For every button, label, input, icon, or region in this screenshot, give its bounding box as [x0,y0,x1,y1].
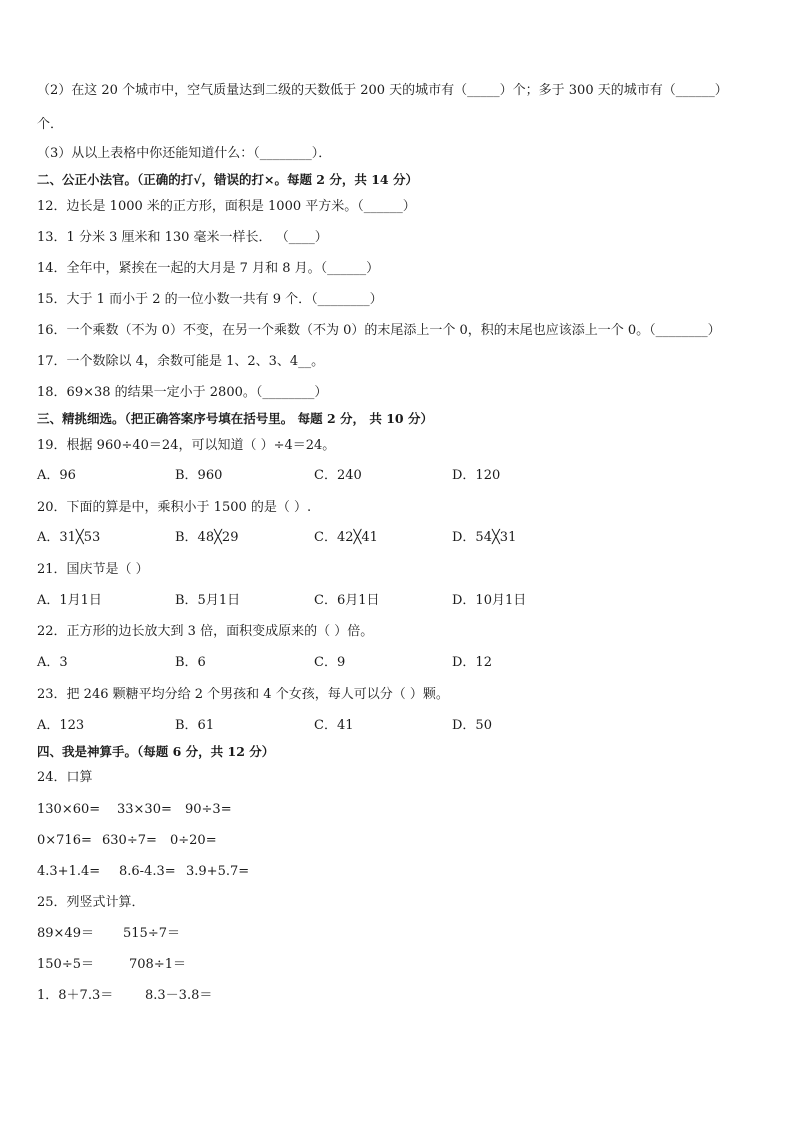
option-a: A．123 [37,718,85,733]
option-d: D．10月1日 [452,593,527,608]
option-d: D．50 [452,718,492,733]
question-20-stem: 20．下面的算是中，乘积小于 1500 的是（ ）. [37,500,312,515]
question-16: 16．一个乘数（不为 0）不变，在另一个乘数（不为 0）的末尾添上一个 0，积的末尾也应该添上一个 0。（________） [37,323,721,338]
option-b: B．6 [175,655,206,670]
option-c: C．6月1日 [314,593,380,608]
question-14: 14．全年中，紧挨在一起的大月是 7 月和 8 月。（______） [37,261,380,276]
section-3-heading: 三、精挑细选。（把正确答案序号填在括号里。 每题 2 分， 共 10 分） [37,411,433,426]
option-a: A．1月1日 [37,593,102,608]
option-c: C．240 [314,468,362,483]
question-19-options [37,467,757,485]
calc-item: 89×49＝ [37,926,94,941]
question-19-stem: 19．根据 960÷40＝24，可以知道（ ）÷4＝24。 [37,438,336,453]
section-4-heading: 四、我是神算手。（每题 6 分，共 12 分） [37,744,275,759]
question-21-options [37,592,757,610]
question-22-options [37,654,757,672]
calc-item: 630÷7= [102,833,157,848]
option-b: B．48╳29 [175,530,239,545]
option-b: B．960 [175,468,223,483]
calc-item: 708÷1＝ [129,957,186,972]
option-c: C．41 [314,718,354,733]
question-23-options [37,717,757,735]
question-2-line1: （2）在这 20 个城市中，空气质量达到二级的天数低于 200 天的城市有（_____）个；多于 300 天的城市有（______） [37,83,728,98]
option-d: D．120 [452,468,501,483]
option-d: D．54╳31 [452,530,517,545]
question-17: 17．一个数除以 4，余数可能是 1、2、3、4__。 [37,354,325,369]
option-b: B．5月1日 [175,593,241,608]
question-25-title: 25．列竖式计算． [37,895,145,910]
calc-item: 8.3－3.8＝ [145,988,213,1003]
calc-item: 3.9+5.7= [186,864,250,879]
calc-item: 90÷3= [185,802,232,817]
question-24-title: 24．口算 [37,770,93,785]
calc-item: 33×30= [117,802,172,817]
calc-item: 1．8＋7.3＝ [37,988,114,1003]
question-3: （3）从以上表格中你还能知道什么：（________）． [37,146,332,161]
question-15: 15．大于 1 而小于 2 的一位小数一共有 9 个．（________） [37,292,383,307]
question-23-stem: 23．把 246 颗糖平均分给 2 个男孩和 4 个女孩，每人可以分（ ）颗。 [37,687,449,702]
option-c: C．9 [314,655,346,670]
question-2-line2: 个． [37,117,64,132]
calc-item: 150÷5＝ [37,957,94,972]
question-21-stem: 21．国庆节是（ ） [37,562,149,577]
section-2-heading: 二、公正小法官。（正确的打√，错误的打×。每题 2 分，共 14 分） [37,172,418,187]
calc-item: 130×60= [37,802,101,817]
option-a: A．31╳53 [37,530,101,545]
question-18: 18．69×38 的结果一定小于 2800。（________） [37,385,328,400]
question-20-options [37,529,757,547]
calc-item: 0×716= [37,833,92,848]
calc-item: 8.6-4.3= [119,864,176,879]
option-d: D．12 [452,655,492,670]
option-b: B．61 [175,718,215,733]
calc-item: 4.3+1.4= [37,864,101,879]
question-13: 13．1 分米 3 厘米和 130 毫米一样长． （____） [37,230,328,245]
option-a: A．96 [37,468,76,483]
calc-item: 515÷7＝ [123,926,180,941]
question-22-stem: 22．正方形的边长放大到 3 倍，面积变成原来的（ ）倍。 [37,624,374,639]
option-c: C．42╳41 [314,530,378,545]
question-12: 12．边长是 1000 米的正方形，面积是 1000 平方米。（______） [37,199,416,214]
calc-item: 0÷20= [170,833,217,848]
option-a: A．3 [37,655,68,670]
